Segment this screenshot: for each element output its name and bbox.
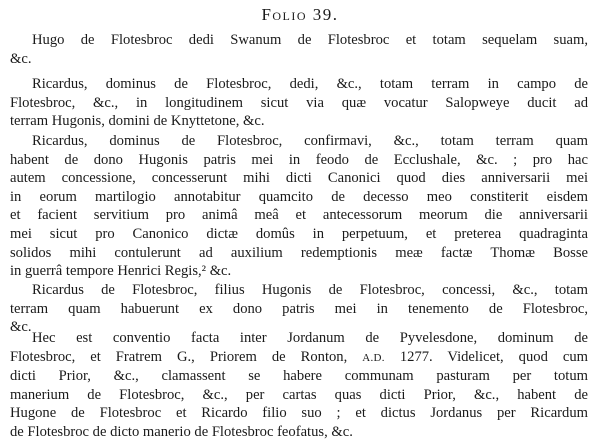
text-line: Ricardus, dominus de Flotesbroc, dedi, &c., totam terram in campo de (32, 76, 588, 92)
text-line: et facient servitium pro animâ meâ et antecessorum meorum die anniversarii (10, 207, 588, 224)
text-line: Ricardus, dominus de Flotesbroc, confirmavi, &c., totam terram quam (32, 133, 588, 149)
text-line: Flotesbroc, &c., in longitudinem sicut via quæ vocatur Salopweye ducit ad (10, 94, 588, 111)
text-line: Hugone de Flotesbroc et Ricardo filio suo ; et dictus Jordanus per Ricardum (10, 405, 588, 422)
text-line: de Flotesbroc de dicto manerio de Flotesbroc feofatus, &c. (10, 423, 353, 440)
text-line: mei sicut pro Canonico dictæ domûs in perpetuum, et preterea quadraginta (10, 225, 588, 242)
text-line: Hec est conventio facta inter Jordanum de Pyvelesdone, dominum de (32, 330, 588, 346)
text-line: terram quam habuerunt ex dono patris mei in tenemento de Flotesbroc, (10, 300, 588, 317)
paragraph-ricardus-confirmation (10, 132, 588, 281)
folio-heading: Folio 39. (261, 5, 339, 24)
text-line: in guerrâ tempore Henrici Regis,² &c. (10, 263, 232, 280)
paragraph-ricardus-grant (10, 75, 588, 131)
text-line: in eorum martilogio annotabitur quamcito de decesso meo constiterit eisdem (10, 188, 588, 205)
paragraph-conventio (10, 329, 588, 442)
text-line: terram Hugonis, domini de Knyttetone, &c. (10, 113, 265, 130)
text-line: autem concessione, concesserunt mihi dicti Canonici quod dies anniversarii mei (10, 170, 588, 187)
text-line: Flotesbroc, et Fratrem G., Priorem de Ronton, A.D. 1277. Videlicet, quod cum (10, 348, 588, 365)
text-line: habent de dono Hugonis patris mei in feodo de Ecclushale, &c. ; pro hac (10, 151, 588, 168)
anno-domini-abbrev: A.D. (362, 351, 385, 364)
text-line: Ricardus de Flotesbroc, filius Hugonis de Flotesbroc, concessi, &c., totam (32, 282, 588, 298)
paragraph-hugo-grant (10, 31, 588, 68)
text-line: manerium de Flotesbroc, &c., per cartas quas dicti Prior, &c., habent de (10, 386, 588, 403)
text-line: &c. (10, 50, 32, 67)
text-line: Hugo de Flotesbroc dedi Swanum de Flotesbroc et totam sequelam suam, (32, 32, 588, 48)
text-line: dicti Prior, &c., clamassent se habere communam pasturam per totum (10, 368, 588, 385)
text-line: &c. (10, 319, 32, 336)
text-line: solidos mihi contulerunt ad auxilium redemptionis meæ factæ Thomæ Bosse (10, 244, 588, 261)
